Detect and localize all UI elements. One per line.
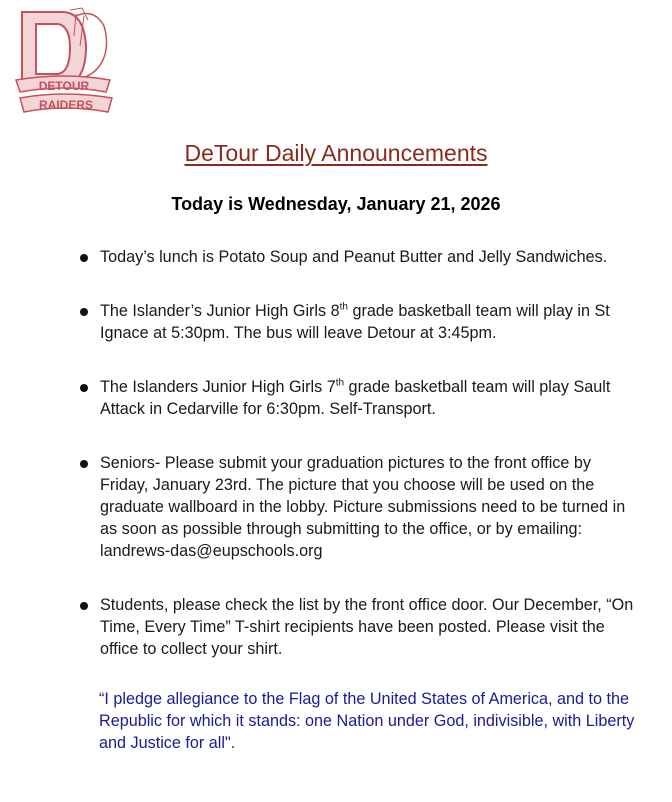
announcement-item: The Islanders Junior High Girls 7th grade basketball team will play Sault Attack in Cedarville for 6:30pm. Self-Transport.	[76, 376, 636, 420]
date-heading: Today is Wednesday, January 21, 2026	[171, 194, 501, 214]
email-address[interactable]: landrews-das@eupschools.org	[100, 542, 323, 560]
page-title: DeTour Daily Announcements	[184, 140, 488, 166]
pledge-of-allegiance: “I pledge allegiance to the Flag of the United States of America, and to the Republic for which it stands: one Nation under God, indivisible, with Liberty and Justice for all".	[99, 690, 635, 752]
svg-text:RAIDERS: RAIDERS	[38, 98, 94, 112]
announcement-item: Today’s lunch is Potato Soup and Peanut Butter and Jelly Sandwiches.	[76, 246, 636, 268]
announcement-item: Students, please check the list by the front office door. Our December, “On Time, Every Time” T-shirt recipients have been posted. Please visit the office to collect your shirt.	[76, 594, 636, 660]
bullet-icon	[80, 254, 88, 262]
announcements-list	[76, 246, 636, 660]
bullet-icon	[80, 308, 88, 316]
svg-text:DETOUR: DETOUR	[38, 79, 90, 93]
bullet-icon	[80, 602, 88, 610]
announcement-item: Seniors- Please submit your graduation pictures to the front office by Friday, January 23rd. The picture that you choose will be used on the graduate wallboard in the lobby. Picture submissions need to be turned in as soon as possible through submitting to the office, or by emailing: landrews-das@eupschools.org	[76, 452, 636, 562]
bullet-icon	[80, 384, 88, 392]
bullet-icon	[80, 460, 88, 468]
detour-raiders-logo	[14, 6, 114, 118]
announcement-item: The Islander’s Junior High Girls 8th grade basketball team will play in St Ignace at 5:30pm. The bus will leave Detour at 3:45pm.	[76, 300, 636, 344]
